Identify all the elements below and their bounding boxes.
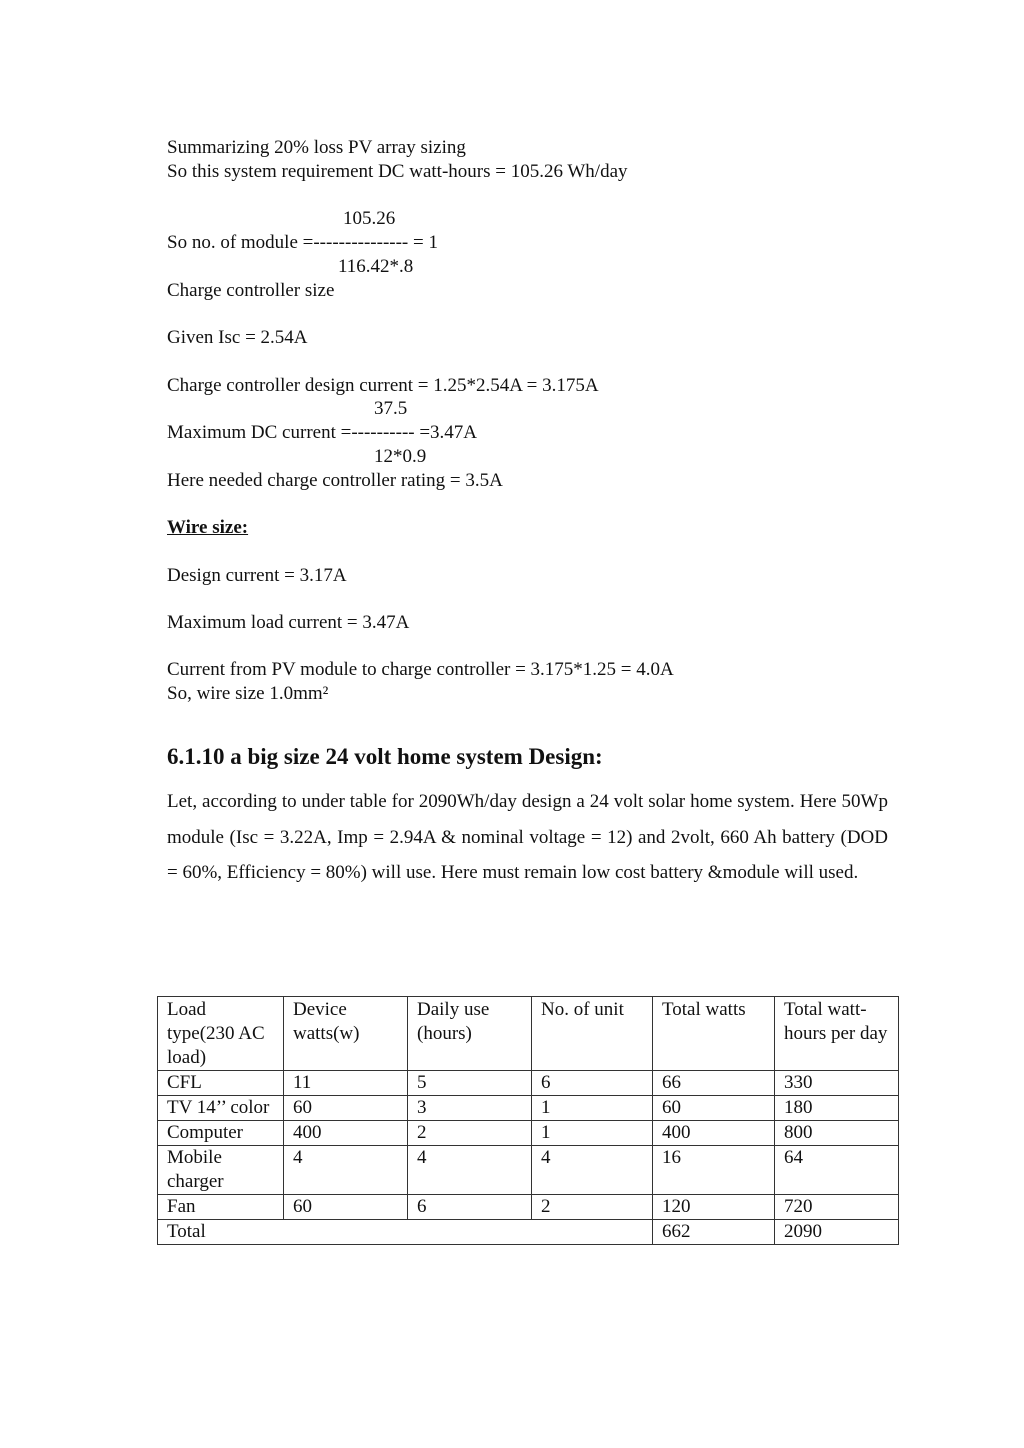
text-line: Here needed charge controller rating = 3.5A [167, 470, 503, 491]
body-paragraph: Let, according to under table for 2090Wh/day design a 24 volt solar home system. Here 50Wp module (Isc = 3.22A, Imp = 2.94A & nominal voltage = 12) and 2volt, 660 Ah battery (DOD = 60%, Efficiency = 80%) will use. Here must remain low cost battery &module will used. [167, 791, 888, 883]
table-header-cell: Total watt-hours per day [775, 997, 899, 1071]
table-cell: 66 [653, 1071, 775, 1096]
table-header-cell: Total watts [653, 997, 775, 1071]
table-cell: 5 [408, 1071, 532, 1096]
table-cell: 60 [284, 1096, 408, 1121]
table-row [158, 1071, 899, 1096]
table-cell: 720 [775, 1195, 899, 1220]
section-subtitle: Wire size: [167, 517, 249, 538]
table-cell: Fan [158, 1195, 284, 1220]
total-watts: 662 [653, 1220, 775, 1245]
table-header-cell: Device watts(w) [284, 997, 408, 1071]
table-header-cell: Load type(230 AC load) [158, 997, 284, 1071]
table-cell: CFL [158, 1071, 284, 1096]
table-cell: 120 [653, 1195, 775, 1220]
table-cell: 6 [532, 1071, 653, 1096]
table-cell: 60 [653, 1096, 775, 1121]
table-cell: 400 [653, 1121, 775, 1146]
table-cell: 4 [532, 1146, 653, 1195]
text-line: Current from PV module to charge controller = 3.175*1.25 = 4.0A [167, 659, 674, 680]
table-cell: 6 [408, 1195, 532, 1220]
table-cell: 800 [775, 1121, 899, 1146]
table-cell: 4 [284, 1146, 408, 1195]
total-watt-hours: 2090 [775, 1220, 899, 1245]
text-line: Summarizing 20% loss PV array sizing [167, 137, 466, 158]
table-cell: 2 [408, 1121, 532, 1146]
total-label: Total [158, 1220, 653, 1245]
text-line: So this system requirement DC watt-hours = 105.26 Wh/day [167, 161, 628, 182]
table-cell: 330 [775, 1071, 899, 1096]
text-line: So, wire size 1.0mm² [167, 683, 329, 704]
fraction-numerator: 105.26 [343, 208, 396, 229]
table-cell: 3 [408, 1096, 532, 1121]
fraction-denominator: 116.42*.8 [338, 256, 414, 277]
table-total-row [158, 1220, 899, 1245]
text-line: Charge controller size [167, 280, 335, 301]
text-line: Given Isc = 2.54A [167, 327, 308, 348]
text-line: Charge controller design current = 1.25*2.54A = 3.175A [167, 375, 599, 396]
table-cell: 4 [408, 1146, 532, 1195]
table-cell: Mobile charger [158, 1146, 284, 1195]
table-cell: 2 [532, 1195, 653, 1220]
table-cell: 60 [284, 1195, 408, 1220]
table-cell: 11 [284, 1071, 408, 1096]
table-cell: TV 14’’ color [158, 1096, 284, 1121]
table-header-row [158, 997, 899, 1071]
table-row [158, 1146, 899, 1195]
table-row [158, 1121, 899, 1146]
table-cell: 16 [653, 1146, 775, 1195]
fraction-denominator: 12*0.9 [374, 446, 427, 467]
table-header-cell: No. of unit [532, 997, 653, 1071]
text-line: Maximum load current = 3.47A [167, 612, 410, 633]
fraction-equation: So no. of module =--------------- = 1 [167, 232, 438, 253]
fraction-equation: Maximum DC current =---------- =3.47A [167, 422, 478, 443]
table-header-cell: Daily use (hours) [408, 997, 532, 1071]
table-row [158, 1195, 899, 1220]
table-cell: 1 [532, 1096, 653, 1121]
table-cell: 64 [775, 1146, 899, 1195]
table-cell: 400 [284, 1121, 408, 1146]
section-heading: 6.1.10 a big size 24 volt home system Design: [167, 744, 603, 769]
table-cell: 1 [532, 1121, 653, 1146]
fraction-numerator: 37.5 [374, 398, 408, 419]
table-row [158, 1096, 899, 1121]
table-cell: 180 [775, 1096, 899, 1121]
load-table [157, 996, 899, 1245]
table-cell: Computer [158, 1121, 284, 1146]
text-line: Design current = 3.17A [167, 565, 347, 586]
